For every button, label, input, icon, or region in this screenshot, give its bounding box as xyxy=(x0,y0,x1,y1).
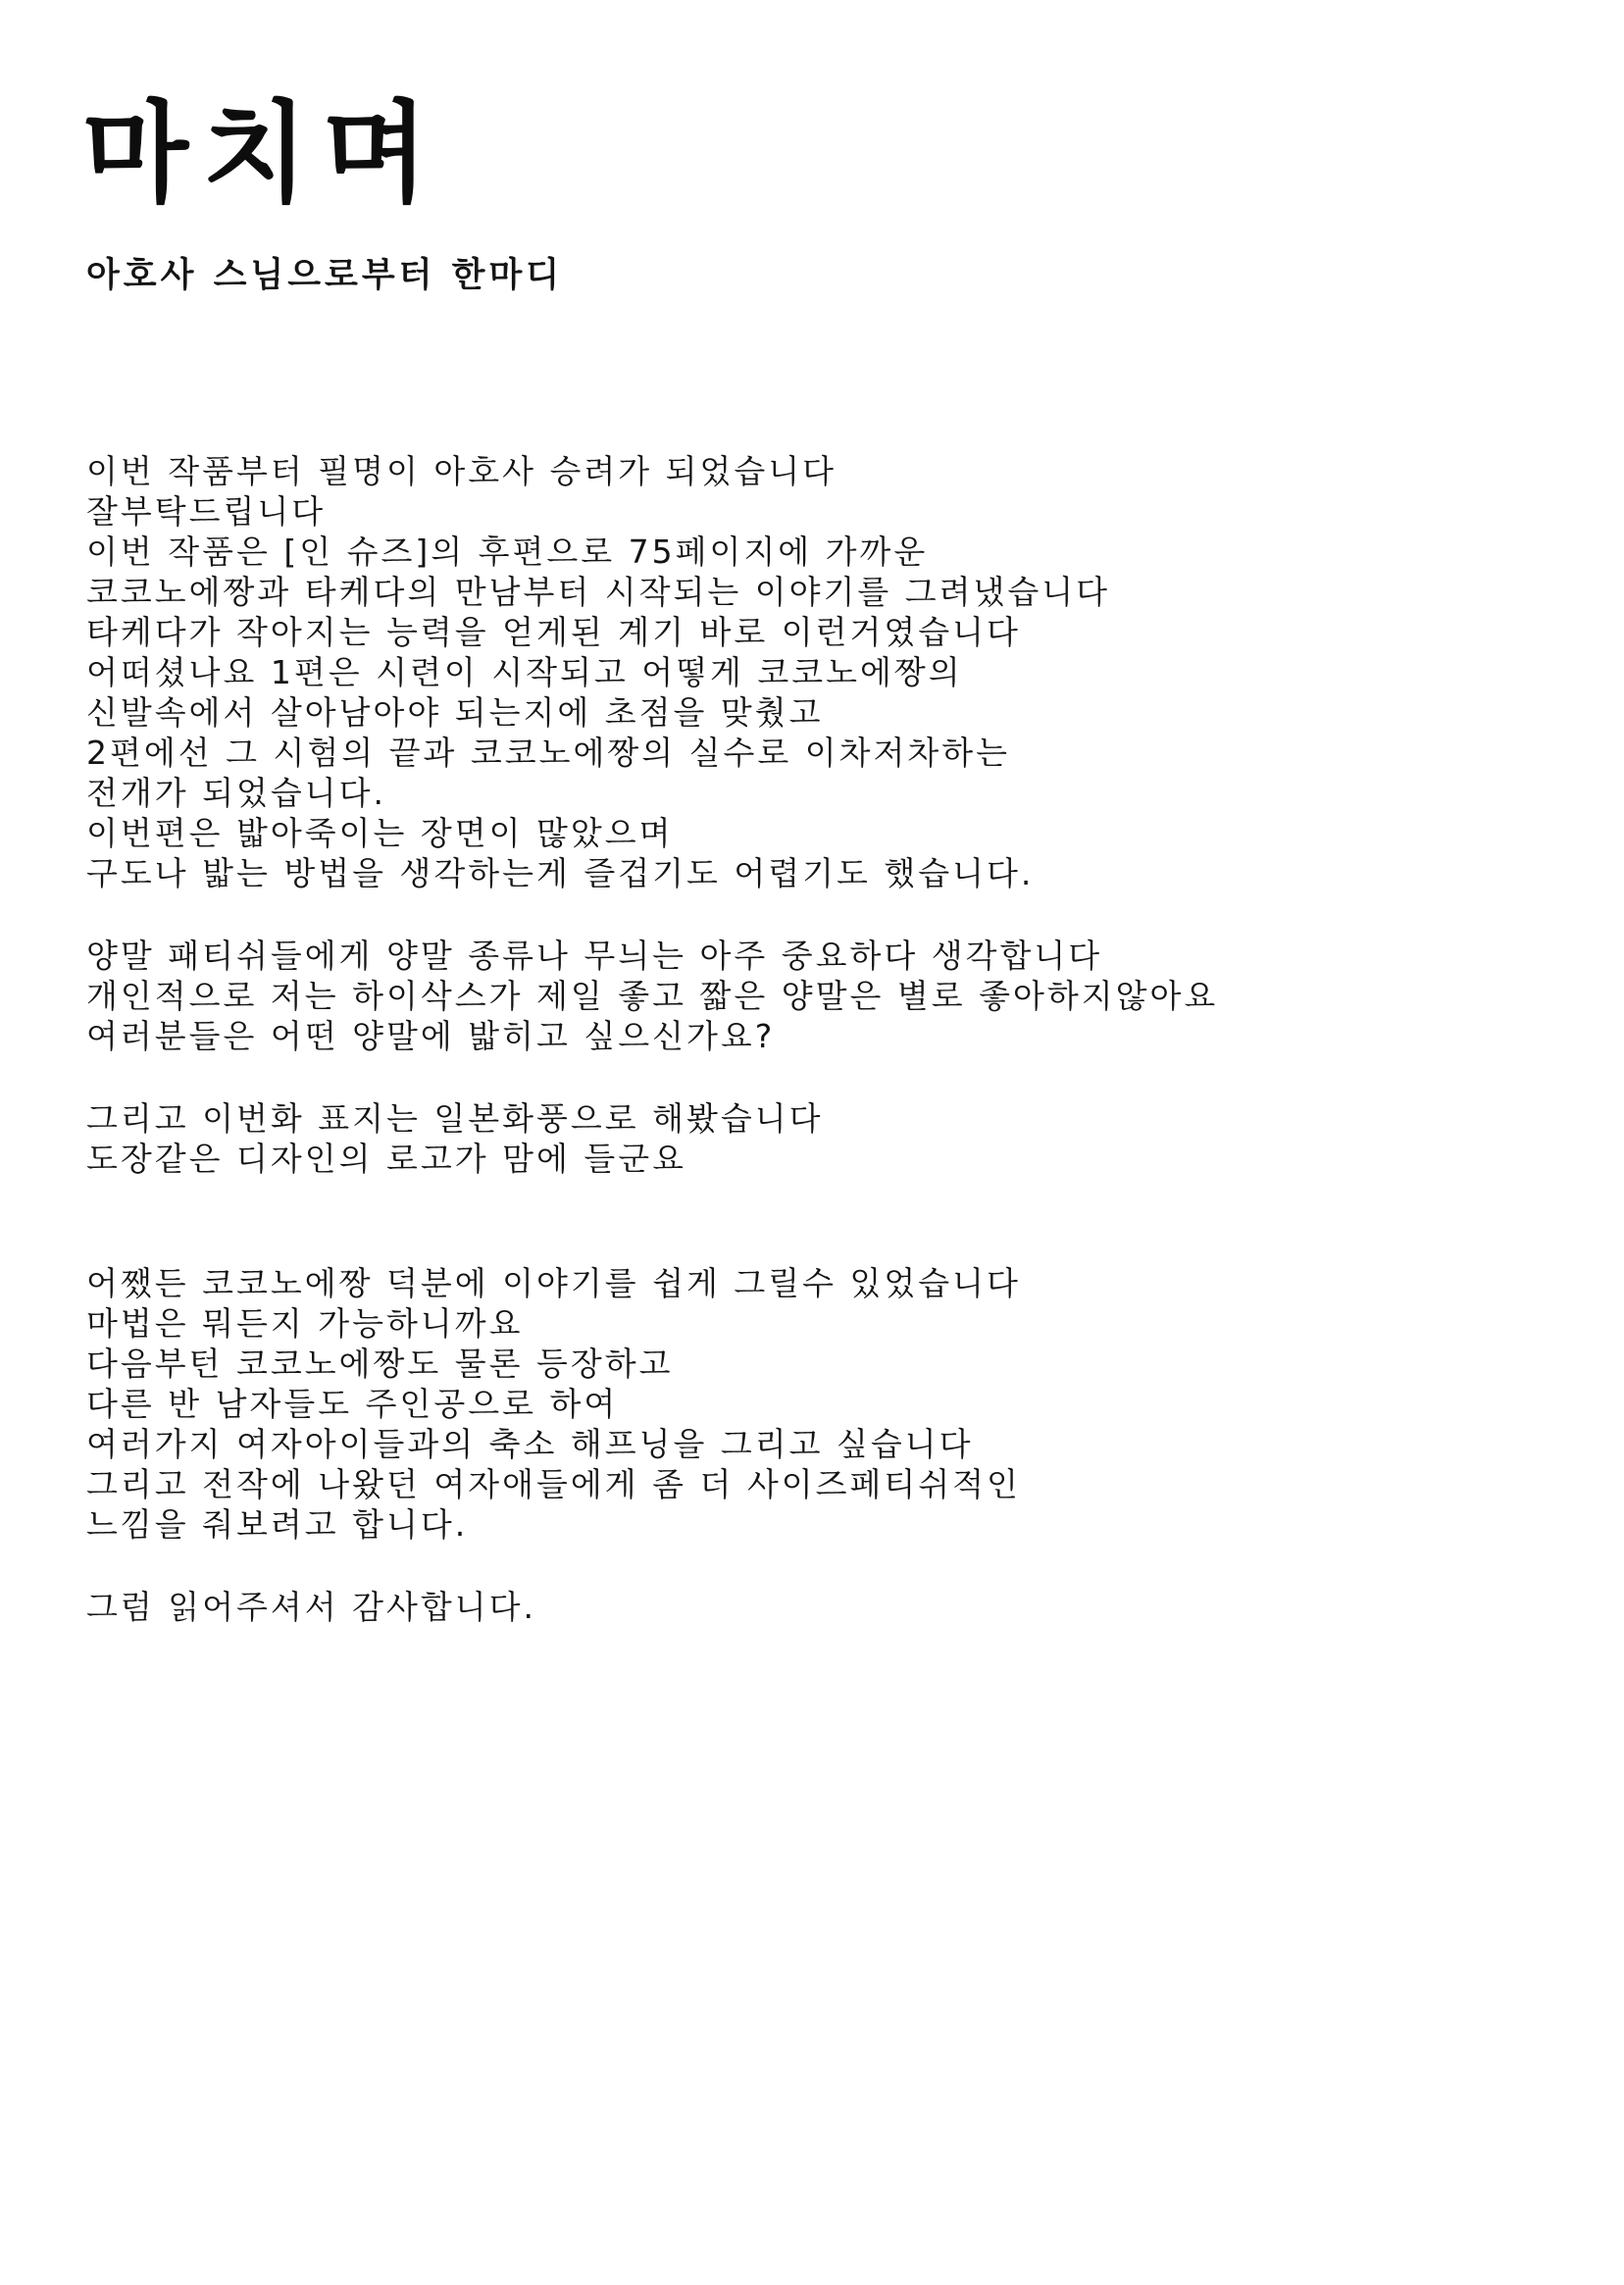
text-line: 양말 패티쉬들에게 양말 종류나 무늬는 아주 중요하다 생각합니다 xyxy=(86,937,1103,975)
paragraph xyxy=(86,451,1557,893)
paragraph xyxy=(86,1263,1557,1545)
paragraph xyxy=(86,1587,1557,1627)
paragraph-spacer xyxy=(86,1545,1557,1587)
page-subtitle: 아호사 스님으로부터 한마디 xyxy=(86,256,564,295)
paragraph-spacer xyxy=(86,1056,1557,1098)
text-line: 그리고 전작에 나왔던 여자애들에게 좀 더 사이즈페티쉬적인 xyxy=(86,1465,1021,1503)
text-line: 2편에선 그 시험의 끝과 코코노에짱의 실수로 이차저차하는 xyxy=(86,734,1011,772)
page-title: 마치며 xyxy=(82,89,442,218)
text-line: 여러가지 여자아이들과의 축소 해프닝을 그리고 싶습니다 xyxy=(86,1425,974,1463)
text-line: 여러분들은 어떤 양말에 밟히고 싶으신가요? xyxy=(86,1017,776,1055)
text-line: 개인적으로 저는 하이삭스가 제일 좋고 짧은 양말은 별로 좋아하지않아요 xyxy=(86,977,1219,1015)
paragraph xyxy=(86,1098,1557,1179)
text-line: 이번 작품부터 필명이 아호사 승려가 되었습니다 xyxy=(86,452,837,490)
text-line: 이번 작품은 [인 슈즈]의 후편으로 75페이지에 가까운 xyxy=(86,533,929,571)
text-line: 코코노에짱과 타케다의 만남부터 시작되는 이야기를 그려냈습니다 xyxy=(86,573,1111,611)
text-line: 다음부턴 코코노에짱도 물론 등장하고 xyxy=(86,1345,674,1383)
text-line: 어떠셨나요 1편은 시련이 시작되고 어떻게 코코노에짱의 xyxy=(86,653,963,691)
paragraph xyxy=(86,936,1557,1056)
text-line: 그럼 읽어주셔서 감사합니다. xyxy=(86,1588,537,1626)
text-line: 도장같은 디자인의 로고가 맘에 들군요 xyxy=(86,1140,687,1178)
text-line: 다른 반 남자들도 주인공으로 하여 xyxy=(86,1385,619,1423)
paragraph-spacer xyxy=(86,1179,1557,1263)
paragraph-spacer xyxy=(86,893,1557,936)
text-line: 마법은 뭐든지 가능하니까요 xyxy=(86,1304,524,1343)
afterword-body xyxy=(86,451,1557,1627)
text-line: 이번편은 밟아죽이는 장면이 많았으며 xyxy=(86,814,674,852)
text-line: 신발속에서 살아남아야 되는지에 초점을 맞췄고 xyxy=(86,693,824,732)
text-line: 잘부탁드립니다 xyxy=(86,492,327,531)
text-line: 그리고 이번화 표지는 일본화풍으로 해봤습니다 xyxy=(86,1099,824,1138)
text-line: 전개가 되었습니다. xyxy=(86,774,387,812)
text-line: 느낌을 줘보려고 합니다. xyxy=(86,1505,469,1544)
text-line: 타케다가 작아지는 능력을 얻게된 계기 바로 이런거였습니다 xyxy=(86,613,1021,651)
text-line: 구도나 밟는 방법을 생각하는게 즐겁기도 어렵기도 했습니다. xyxy=(86,854,1035,892)
text-line: 어쨌든 코코노에짱 덕분에 이야기를 쉽게 그릴수 있었습니다 xyxy=(86,1264,1021,1302)
